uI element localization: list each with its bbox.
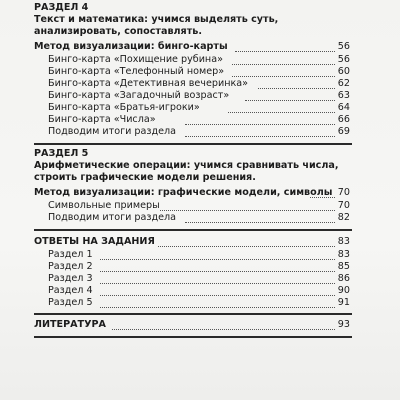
toc-entry[interactable]: Символьные примеры 70: [48, 200, 350, 211]
section-divider: [34, 229, 352, 231]
toc-entry[interactable]: Раздел 3 86: [48, 273, 350, 284]
section-5-method: Метод визуализации: графические модели, символы 70: [34, 187, 350, 198]
literature-title[interactable]: ЛИТЕРАТУРА 93: [34, 319, 350, 330]
toc-entry[interactable]: Раздел 1 83: [48, 249, 350, 260]
toc-entry[interactable]: Раздел 5 91: [48, 297, 350, 308]
section-5-subtitle-line2: строить графические модели решения.: [34, 172, 256, 183]
toc-entry[interactable]: Раздел 4 90: [48, 285, 350, 296]
section-4-title: РАЗДЕЛ 4: [34, 2, 89, 13]
section-4-subtitle-line2: анализировать, сопоставлять.: [34, 26, 202, 37]
section-5-title: РАЗДЕЛ 5: [34, 148, 89, 159]
section-5-subtitle-line1: Арифметические операции: учимся сравнивать числа,: [34, 160, 339, 171]
toc-entry[interactable]: Подводим итоги раздела 69: [48, 126, 350, 137]
toc-entry[interactable]: Раздел 2 85: [48, 261, 350, 272]
toc-entry[interactable]: Бинго-карта «Телефонный номер» 60: [48, 66, 350, 77]
section-divider: [34, 336, 352, 338]
toc-entry[interactable]: Бинго-карта «Загадочный возраст» 63: [48, 90, 350, 101]
section-divider: [34, 143, 352, 145]
toc-entry[interactable]: Подводим итоги раздела 82: [48, 212, 350, 223]
section-4-subtitle-line1: Текст и математика: учимся выделять суть,: [34, 14, 279, 25]
answers-title[interactable]: ОТВЕТЫ НА ЗАДАНИЯ 83: [34, 236, 350, 247]
toc-entry[interactable]: Бинго-карта «Похищение рубина» 56: [48, 54, 350, 65]
section-4-method: Метод визуализации: бинго-карты 56: [34, 41, 350, 52]
toc-entry[interactable]: Бинго-карта «Числа» 66: [48, 114, 350, 125]
toc-entry[interactable]: Бинго-карта «Братья-игроки» 64: [48, 102, 350, 113]
section-divider: [34, 313, 352, 315]
toc-entry[interactable]: Бинго-карта «Детективная вечеринка» 62: [48, 78, 350, 89]
